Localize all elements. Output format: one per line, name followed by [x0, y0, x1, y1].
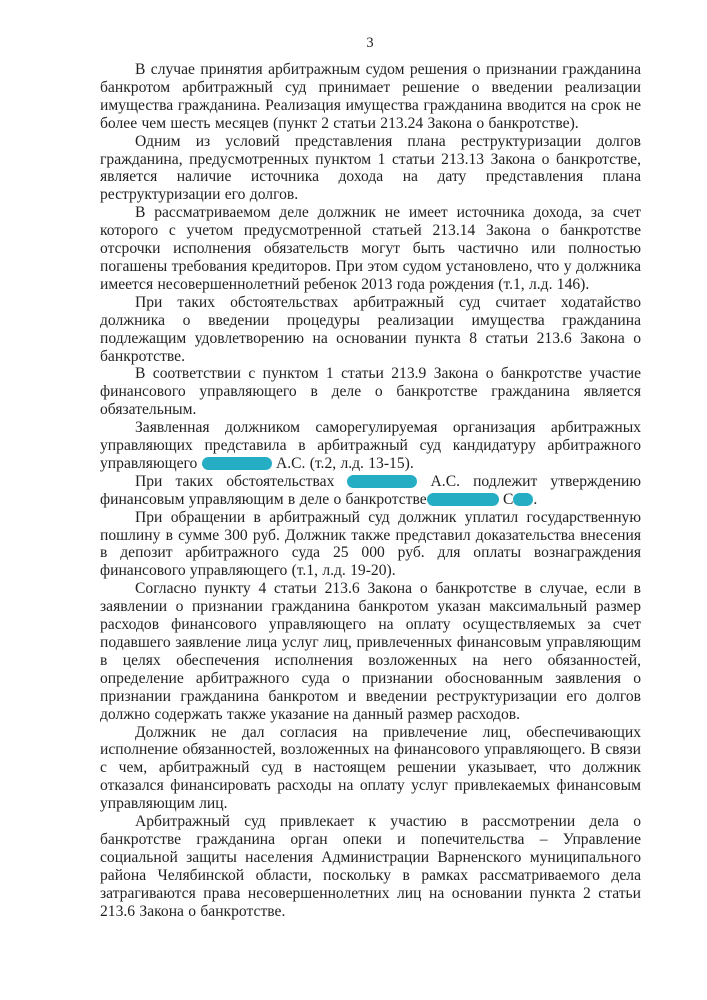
paragraph [100, 133, 641, 205]
paragraph-text: . [533, 490, 538, 508]
paragraph-text: При таких обстоятельствах [135, 472, 348, 490]
redaction-mark [202, 457, 272, 470]
paragraph-text: Согласно пункту 4 статьи 213.6 Закона о банкротстве в случае, если в заявлении о признании гражданина банкротом указан максимальный размер расходов финансового управляющего на оплату осуществляемых за счет подавшего заявление лица услуг лиц, привлеченных финансовым управляющим в целях обеспечения исполнения возложенных на него обязанностей, определение арбитражного суда о признании обоснованным заявления о признании гражданина банкротом и введении реструктуризации его долгов должно содержать также указание на данный размер расходов. [100, 580, 641, 723]
paragraph-text: Арбитражный суд привлекает к участию в рассмотрении дела о банкротстве гражданина орган опеки и попечительства – Управление социальной защиты населения Администрации Варненского муниципального района Челябинской области, поскольку в рамках рассматриваемого дела затрагиваются права несовершеннолетних лиц на основании пункта 2 статьи 213.6 Закона о банкротстве. [100, 813, 641, 920]
paragraph [100, 813, 641, 920]
paragraph-text: В рассматриваемом деле должник не имеет источника дохода, за счет которого с учетом предусмотренной статьей 213.14 Закона о банкротстве отсрочки исполнения обязательств могут быть частично или полностью погашены требования кредиторов. При этом судом установлено, что у должника имеется несовершеннолетний ребенок 2013 года рождения (т.1, л.д. 146). [100, 204, 641, 293]
paragraph [100, 473, 641, 509]
paragraph [100, 509, 641, 581]
paragraph [100, 580, 641, 723]
page-number: 3 [366, 35, 374, 51]
paragraph [100, 419, 641, 473]
paragraph-text: При таких обстоятельствах арбитражный суд считает ходатайство должника о введении процедуры реализации имущества гражданина подлежащим удовлетворению на основании пункта 8 статьи 213.6 Закона о банкротстве. [100, 293, 641, 365]
paragraph [100, 724, 641, 814]
redaction-mark [427, 493, 499, 506]
redaction-mark [347, 475, 417, 488]
paragraph-text: С [498, 490, 514, 508]
paragraph-text: А.С. (т.2, л.д. 13-15). [271, 454, 414, 472]
paragraph-text: Одним из условий представления плана реструктуризации долгов гражданина, предусмотренных пунктом 1 статьи 213.13 Закона о банкротстве, является наличие источника дохода на дату представления плана реструктуризации его долгов. [100, 132, 641, 204]
paragraph-text: Должник не дал согласия на привлечение лиц, обеспечивающих исполнение обязанностей, возложенных на финансового управляющего. В связи с чем, арбитражный суд в настоящем решении указывает, что должник отказался финансировать расходы на оплату услуг привлекаемых финансовым управляющим лиц. [100, 723, 641, 813]
paragraph-text: А.С. подлежит утверждению финансовым управляющим в деле о банкротстве [100, 472, 641, 508]
paragraph-text: В соответствии с пунктом 1 статьи 213.9 Закона о банкротстве участие финансового управляющего в деле о банкротстве гражданина является обязательным. [100, 365, 641, 419]
redaction-mark [513, 493, 533, 506]
paragraph-text: Заявленная должником саморегулируемая организация арбитражных управляющих представила в арбитражный суд кандидатуру арбитражного управляющего [100, 419, 641, 472]
paragraph-text: При обращении в арбитражный суд должник уплатил государственную пошлину в сумме 300 руб. Должник также представил доказательства внесения в депозит арбитражного суда 25 000 руб. для оплаты вознаграждения финансового управляющего (т.1, л.д. 19-20). [100, 508, 641, 580]
paragraph [100, 365, 641, 419]
document-body [100, 61, 641, 921]
paragraph [100, 204, 641, 294]
paragraph [100, 294, 641, 366]
paragraph [100, 61, 641, 133]
paragraph-text: В случае принятия арбитражным судом решения о признании гражданина банкротом арбитражный суд принимает решение о введении реализации имущества гражданина. Реализация имущества гражданина вводится на срок не более чем шесть месяцев (пункт 2 статьи 213.24 Закона о банкротстве). [100, 61, 641, 132]
